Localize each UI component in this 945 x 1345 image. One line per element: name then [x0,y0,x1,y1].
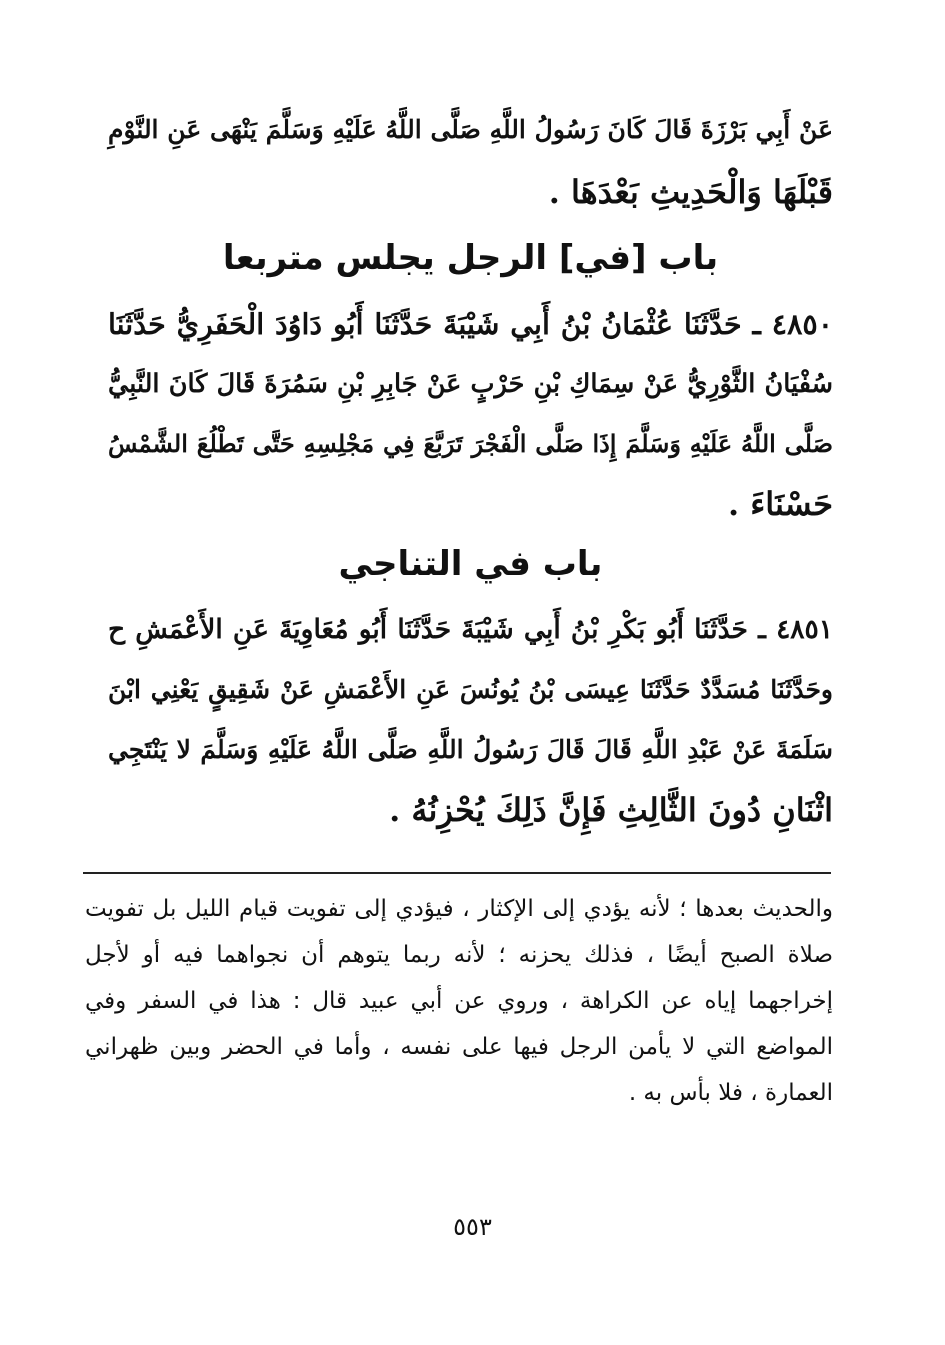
text-line: ٤٨٥٠ ـ حَدَّثَنَا عُثْمَانُ بْنُ أَبِي شَيْبَةَ حَدَّثَنَا أَبُو دَاوُدَ الْحَفَرِيُّ حَدَّثَنَا [108,307,833,341]
text-line: وحَدَّثَنَا مُسَدَّدٌ حَدَّثَنَا عِيسَى بْنُ يُونُسَ عَنِ الأَعْمَشِ عَنْ شَقِيقٍ يَعْنِي ابْنَ [108,675,833,704]
text-line: سُفْيَانُ الثَّوْرِيُّ عَنْ سِمَاكِ بْنِ حَرْبٍ عَنْ جَابِرِ بْنِ سَمُرَةَ قَالَ كَانَ النَّبِيُّ [108,369,833,399]
footnote-line: المواضع التي لا يأمن الرجل فيها على نفسه ، وأما في الحضر وبين ظهراني [85,1034,833,1060]
footnote-line: صلاة الصبح أيضًا ، فذلك يحزنه ؛ لأنه ربما يتوهم أن نجواهما فيه أو لأجل [85,942,833,968]
hadith-4851 [108,610,833,830]
chapter-heading: باب [في] الرجل يجلس متربعا [222,238,719,278]
footnote-line: العمارة ، فلا بأس به . [628,1080,833,1106]
footnote-separator [83,872,831,874]
page-number: ٥٥٣ [453,1213,492,1241]
hadith-4850 [108,304,833,524]
text-line: حَسْنَاءَ . [727,485,833,523]
footnote [85,892,833,1122]
text-line: سَلَمَةَ عَنْ عَبْدِ اللَّهِ قَالَ قَالَ رَسُولُ اللَّهِ صَلَّى اللَّهُ عَلَيْهِ وَسَلَّمَ لا يَنْتَجِي [108,735,833,764]
intro-paragraph [108,110,833,210]
footnote-line: إخراجهما إياه عن الكراهة ، وروي عن أبي عبيد قال : هذا في السفر وفي [85,988,833,1014]
text-line: قَبْلَهَا وَالْحَدِيثِ بَعْدَهَا . [548,173,833,211]
text-line: عَنْ أَبِي بَرْزَةَ قَالَ كَانَ رَسُولُ اللَّهِ صَلَّى اللَّهُ عَلَيْهِ وَسَلَّمَ يَنْهَى عَنِ النَّوْمِ [108,115,833,144]
chapter-heading: باب في التناجي [338,544,603,584]
text-line: صَلَّى اللَّهُ عَلَيْهِ وَسَلَّمَ إِذَا صَلَّى الْفَجْرَ تَرَبَّعَ فِي مَجْلِسِهِ حَتَّى تَطْلُعَ الشَّمْسُ [108,429,833,458]
text-line: ٤٨٥١ ـ حَدَّثَنَا أَبُو بَكْرِ بْنُ أَبِي شَيْبَةَ حَدَّثَنَا أَبُو مُعَاوِيَةَ عَنِ الأَعْمَشِ ح [108,614,833,645]
footnote-line: والحديث بعدها ؛ لأنه يؤدي إلى الإكثار ، فيؤدي إلى تفويت قيام الليل بل تفويت [85,896,833,922]
text-line: اثْنَانِ دُونَ الثَّالِثِ فَإِنَّ ذَلِكَ يُحْزِنُهُ . [389,791,833,829]
